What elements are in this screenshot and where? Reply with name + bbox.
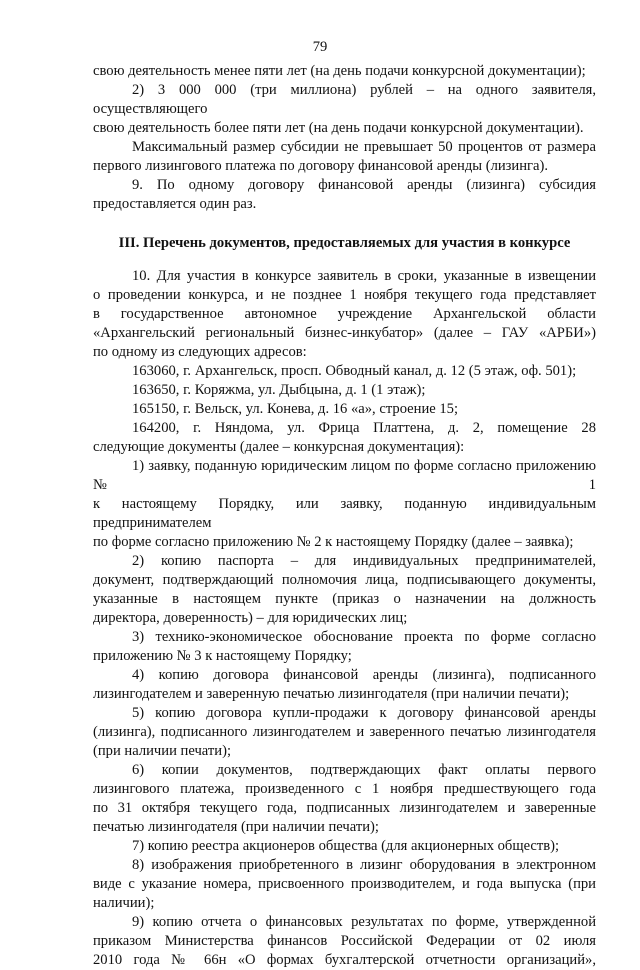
text-line: свою деятельность менее пяти лет (на день подачи конкурсной документации); [93,63,586,79]
text-line: 9. По одному договору финансовой аренды (лизинга) субсидия [132,177,596,193]
list-item-line: печатью лизингодателя (при наличии печати); [93,819,379,835]
list-item-line: (лизинга), подписанного лизингодателем и заверенного печатью лизингодателя [93,724,596,740]
list-item-line: 9) копию отчета о финансовых результатах по форме, утвержденной [132,914,596,930]
section-heading: III. Перечень документов, предоставляемых для участия в конкурсе [118,235,571,251]
text-line: первого лизингового платежа по договору финансовой аренды (лизинга). [93,158,549,174]
list-item-line: 6) копии документов, подтверждающих факт оплаты первого [132,762,596,778]
text-line: по одному из следующих адресов: [93,344,307,360]
address-line: 163650, г. Коряжма, ул. Дыбцына, д. 1 (1 этаж); [132,382,426,398]
list-item-line: по форме согласно приложению № 2 к настоящему Порядку (далее – заявка); [93,534,574,550]
text-line: 2) 3 000 000 (три миллиона) рублей – на одного заявителя, осуществляющего [93,82,596,117]
list-item-line: к настоящему Порядку, или заявку, поданную индивидуальным предпринимателем [93,496,596,531]
list-item-line: указанные в настоящем пункте (приказ о назначении на должность [93,591,596,607]
list-item-line: (при наличии печати); [93,743,232,759]
text-line: следующие документы (далее – конкурсная документация): [93,439,465,455]
list-item-line: 8) изображения приобретенного в лизинг оборудования в электронном [132,857,596,873]
list-item-line: 2010 года № 66н «О формах бухгалтерской отчетности организаций», [93,952,596,968]
page-number: 79 [312,39,328,55]
text-line: в государственное автономное учреждение Архангельской области [93,306,596,322]
list-item-line: 2) копию паспорта – для индивидуальных предпринимателей, [132,553,596,569]
list-item-line: виде с указание номера, присвоенного производителем, и года выпуска (при [93,876,596,892]
address-line: 165150, г. Вельск, ул. Конева, д. 16 «а», строение 15; [132,401,459,417]
text-line: «Архангельский региональный бизнес-инкубатор» (далее – ГАУ «АРБИ») [93,325,596,341]
text-column [93,62,596,970]
list-item-line: документ, подтверждающий полномочия лица, подписывающего документы, [93,572,596,588]
address-line: 164200, г. Няндома, ул. Фрица Платтена, д. 2, помещение 28 [132,420,596,436]
text-line: Максимальный размер субсидии не превышает 50 процентов от размера [132,139,596,155]
list-item-line: 5) копию договора купли-продажи к договору финансовой аренды [132,705,596,721]
list-item-line: 4) копию договора финансовой аренды (лизинга), подписанного [132,667,596,683]
text-line: о проведении конкурса, и не позднее 1 ноября текущего года представляет [93,287,596,303]
list-item-line: директора, доверенность) – для юридических лиц; [93,610,408,626]
address-line: 163060, г. Архангельск, просп. Обводный канал, д. 12 (5 этаж, оф. 501); [132,363,577,379]
text-line: свою деятельность более пяти лет (на день подачи конкурсной документации). [93,120,584,136]
text-line: предоставляется один раз. [93,196,257,212]
list-item-line: 1) заявку, поданную юридическим лицом по форме согласно приложению № 1 [93,458,596,493]
list-item-line: 3) технико-экономическое обоснование проекта по форме согласно [132,629,596,645]
list-item-line: наличии); [93,895,155,911]
list-item-line: лизингодателем и заверенную печатью лизингодателя (при наличии печати); [93,686,570,702]
list-item-line: по 31 октября текущего года, подписанных лизингодателем и заверенные [93,800,596,816]
list-item-line: лизингового платежа, произведенного с 1 ноября предшествующего года [93,781,596,797]
list-item-line: 7) копию реестра акционеров общества (для акционерных обществ); [132,838,560,854]
list-item-line: приложению № 3 к настоящему Порядку; [93,648,352,664]
text-line: 10. Для участия в конкурсе заявитель в сроки, указанные в извещении [132,268,596,284]
list-item-line: приказом Министерства финансов Российской Федерации от 02 июля [93,933,596,949]
